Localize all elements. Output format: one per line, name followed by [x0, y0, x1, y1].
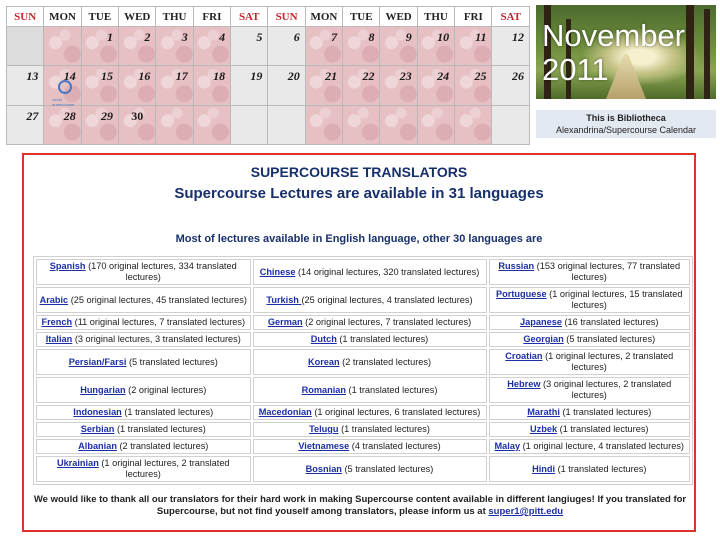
calendar-day: [81, 66, 118, 105]
language-detail: (2 original lectures, 7 translated lectures): [302, 317, 472, 327]
language-cell: [253, 315, 487, 330]
language-cell: [253, 456, 487, 482]
calendar-day: [7, 27, 44, 66]
day-number: 24: [437, 69, 450, 84]
photo-title-month: November: [542, 18, 685, 53]
calendar-day: [492, 27, 530, 66]
calendar-day: [268, 105, 305, 144]
language-detail: (2 translated lectures): [116, 441, 209, 451]
language-link[interactable]: Persian/Farsi: [68, 356, 127, 367]
day-number: 22: [362, 69, 375, 84]
calendar-caption: [536, 110, 716, 138]
language-detail: (1 translated lectures): [338, 424, 430, 434]
calendar-day: [193, 66, 230, 105]
language-link[interactable]: Albanian: [78, 441, 117, 451]
language-cell: [36, 315, 251, 330]
language-detail: (1 original lectures, 2 translated lectures): [98, 458, 230, 479]
language-detail: (5 translated lectures): [563, 334, 656, 344]
table-row: [36, 259, 690, 285]
language-link[interactable]: Portuguese: [496, 289, 547, 299]
calendar-day: [81, 27, 118, 66]
language-cell: [489, 456, 691, 482]
photo-title: [542, 19, 685, 87]
language-cell: [36, 456, 251, 482]
language-detail: (11 original lectures, 7 translated lectures): [72, 317, 246, 327]
day-number: 25: [474, 69, 487, 84]
language-cell: [253, 377, 487, 403]
language-link[interactable]: Hebrew: [507, 379, 541, 389]
day-header: SUN: [268, 7, 305, 27]
language-link[interactable]: Croatian: [505, 351, 543, 361]
language-link[interactable]: Marathi: [527, 407, 560, 417]
language-detail: (1 translated lectures): [336, 334, 429, 344]
table-row: [36, 287, 690, 313]
language-detail: (1 translated lectures): [559, 407, 652, 417]
supercourse-day-marker-icon: [58, 80, 72, 94]
day-number: 23: [399, 69, 412, 84]
calendar-day: [455, 66, 492, 105]
calendar-day: [44, 105, 81, 144]
language-link[interactable]: Indonesian: [73, 407, 122, 417]
language-link[interactable]: Malay: [494, 441, 521, 451]
day-header: THU: [417, 7, 454, 27]
language-link[interactable]: Russian: [498, 261, 535, 271]
day-number: 20: [287, 69, 300, 84]
table-row: [36, 332, 690, 347]
language-detail: (4 translated lectures): [349, 441, 441, 451]
day-number: 19: [250, 69, 263, 84]
calendar-day: [343, 27, 380, 66]
language-cell: [489, 439, 691, 454]
language-detail: (1 translated lectures): [555, 463, 647, 474]
language-cell: [253, 332, 487, 347]
language-cell: [36, 332, 251, 347]
day-number: 28: [63, 108, 76, 123]
language-link[interactable]: Hindi: [532, 463, 556, 474]
day-number: 17: [175, 69, 188, 84]
translators-panel: [22, 153, 696, 532]
calendar-day: [455, 27, 492, 66]
calendar-day: [156, 66, 193, 105]
day-number: 15: [101, 69, 114, 84]
translators-title: SUPERCOURSE TRANSLATORS: [250, 164, 468, 180]
language-link[interactable]: Turkish: [266, 294, 302, 305]
language-detail: (3 original lectures, 2 translated lectures): [540, 379, 672, 400]
calendar-day: [193, 105, 230, 144]
language-link[interactable]: Macedonian: [258, 407, 312, 417]
language-detail: (14 original lectures, 320 translated lectures): [295, 266, 480, 277]
language-link[interactable]: Vietnamese: [298, 441, 350, 451]
calendar-day: [455, 105, 492, 144]
language-cell: [489, 422, 691, 437]
calendar-day: [156, 105, 193, 144]
language-link[interactable]: Bosnian: [305, 463, 342, 474]
calendar-day: [417, 105, 454, 144]
language-link[interactable]: Arabic: [39, 294, 69, 305]
language-cell: [489, 349, 691, 375]
language-detail: (25 original lectures, 45 translated lectures): [68, 294, 247, 305]
table-row: [36, 422, 690, 437]
table-row: [36, 405, 690, 420]
language-link[interactable]: Georgian: [523, 334, 564, 344]
language-cell: [489, 259, 691, 285]
language-detail: (1 translated lectures): [114, 424, 206, 434]
calendar-day: [380, 66, 417, 105]
day-number: 16: [138, 69, 151, 84]
calendar-day: [492, 105, 530, 144]
calendar-day: [305, 66, 342, 105]
language-detail: (5 translated lectures): [126, 356, 218, 367]
calendar-day: [268, 27, 305, 66]
calendar-day: [119, 27, 156, 66]
language-link[interactable]: Uzbek: [530, 424, 558, 434]
day-header: FRI: [193, 7, 230, 27]
language-link[interactable]: Telugu: [309, 424, 339, 434]
thanks-text: We would like to thank all our translators for their hard work in making Supercourse content available in different langiuges! If you translated for Supercourse, but not find youself among translators, please inform us at: [33, 494, 687, 517]
language-link[interactable]: Serbian: [80, 424, 115, 434]
calendar-day: [492, 66, 530, 105]
day-number: 7: [331, 30, 338, 45]
language-cell: [489, 377, 691, 403]
calendar-photo: [536, 5, 716, 99]
table-row: [36, 439, 690, 454]
language-link[interactable]: Romanian: [301, 384, 346, 395]
language-detail: (5 translated lectures): [341, 463, 434, 474]
calendar-day: [343, 66, 380, 105]
calendar-day: [119, 105, 156, 144]
language-link[interactable]: Hungarian: [80, 384, 126, 395]
language-detail: (1 original lectures, 2 translated lectures): [542, 351, 674, 372]
day-number: 6: [293, 30, 300, 45]
calendar: [6, 6, 530, 145]
photo-title-year: 2011: [542, 52, 609, 87]
language-cell: [253, 422, 487, 437]
day-number: 11: [475, 30, 487, 45]
language-cell: [253, 405, 487, 420]
language-link[interactable]: German: [267, 317, 303, 327]
table-row: [36, 315, 690, 330]
day-number: 9: [405, 30, 412, 45]
language-detail: (170 original lectures, 334 translated lectures): [85, 261, 237, 282]
language-detail: (16 translated lectures): [561, 317, 659, 327]
calendar-day: [193, 27, 230, 66]
day-header: SUN: [7, 7, 44, 27]
language-cell: [36, 377, 251, 403]
calendar-day: [343, 105, 380, 144]
marker-text: world: [52, 97, 62, 103]
calendar-day: [156, 27, 193, 66]
calendar-day: [380, 105, 417, 144]
language-cell: [489, 315, 691, 330]
language-link[interactable]: Dutch: [310, 334, 337, 344]
language-detail: (3 original lectures, 3 translated lectures): [72, 334, 241, 344]
language-detail: (153 original lectures, 77 translated lectures): [534, 261, 681, 282]
language-link[interactable]: Chinese: [259, 266, 296, 277]
language-cell: [36, 439, 251, 454]
language-cell: [489, 332, 691, 347]
languages-table: [33, 256, 693, 485]
language-cell: [253, 259, 487, 285]
day-number: 27: [26, 108, 39, 123]
day-header: WED: [380, 7, 417, 27]
day-header: WED: [119, 7, 156, 27]
calendar-day: [231, 27, 268, 66]
language-detail: (1 original lectures, 15 translated lectures): [546, 289, 683, 310]
caption-line1: This is Bibliotheca: [586, 113, 666, 123]
calendar-day: [417, 66, 454, 105]
day-number: 10: [437, 30, 450, 45]
day-number: 4: [219, 30, 226, 45]
language-cell: [253, 439, 487, 454]
language-detail: (1 original lecture, 4 translated lectures): [520, 441, 684, 451]
day-number: 26: [512, 69, 524, 84]
day-number: 8: [368, 30, 375, 45]
language-cell: [253, 287, 487, 313]
language-detail: (2 original lectures): [125, 384, 207, 395]
languages-intro: Most of lectures available in English language, other 30 languages are: [175, 233, 543, 245]
language-detail: (25 original lectures, 4 translated lectures): [301, 294, 473, 305]
calendar-day: [119, 66, 156, 105]
language-cell: [36, 287, 251, 313]
day-number: 3: [181, 30, 188, 45]
thanks-note: [30, 494, 690, 518]
contact-email-link[interactable]: super1@pitt.edu: [488, 506, 564, 517]
day-number: 2: [144, 30, 151, 45]
language-link[interactable]: Korean: [307, 356, 340, 367]
day-header: THU: [156, 7, 193, 27]
language-detail: (1 translated lectures): [346, 384, 438, 395]
day-number: 21: [325, 69, 338, 84]
day-header: MON: [44, 7, 81, 27]
language-cell: [489, 405, 691, 420]
language-link[interactable]: Ukrainian: [56, 458, 99, 468]
translators-subtitle: Supercourse Lectures are available in 31 languages: [174, 185, 544, 202]
table-row: [36, 456, 690, 482]
calendar-day: [268, 66, 305, 105]
day-header: TUE: [81, 7, 118, 27]
calendar-day: [7, 105, 44, 144]
calendar-day: [380, 27, 417, 66]
calendar-day: [305, 27, 342, 66]
calendar-day: [44, 27, 81, 66]
language-cell: [36, 422, 251, 437]
day-number: 5: [256, 30, 263, 45]
day-header: FRI: [455, 7, 492, 27]
calendar-day: [81, 105, 118, 144]
calendar-day: [305, 105, 342, 144]
language-cell: [36, 349, 251, 375]
language-link[interactable]: Italian: [45, 334, 73, 344]
language-detail: (1 translated lectures): [557, 424, 649, 434]
day-number: 18: [213, 69, 226, 84]
caption-line2: Alexandrina/Supercourse Calendar: [555, 125, 697, 135]
day-header: SAT: [231, 7, 268, 27]
day-number: 13: [26, 69, 39, 84]
table-row: [36, 349, 690, 375]
language-cell: [253, 349, 487, 375]
calendar-day: [231, 66, 268, 105]
day-number: 14: [63, 69, 76, 84]
day-header: MON: [305, 7, 342, 27]
language-link[interactable]: French: [41, 317, 73, 327]
day-number: 12: [512, 30, 524, 45]
language-cell: [489, 287, 691, 313]
language-detail: (1 translated lectures): [121, 407, 214, 417]
language-link[interactable]: Japanese: [520, 317, 562, 327]
table-row: [36, 377, 690, 403]
language-detail: (1 original lectures, 6 translated lectures): [311, 407, 481, 417]
day-header: SAT: [492, 7, 530, 27]
day-number: 30: [131, 108, 144, 123]
calendar-day: [7, 66, 44, 105]
language-cell: [36, 259, 251, 285]
language-detail: (2 translated lectures): [339, 356, 432, 367]
day-number: 29: [101, 108, 114, 123]
language-link[interactable]: Spanish: [49, 261, 86, 271]
calendar-day: [417, 27, 454, 66]
day-number: 1: [107, 30, 114, 45]
calendar-day: [231, 105, 268, 144]
day-header: TUE: [343, 7, 380, 27]
calendar-day: [44, 66, 81, 105]
language-cell: [36, 405, 251, 420]
